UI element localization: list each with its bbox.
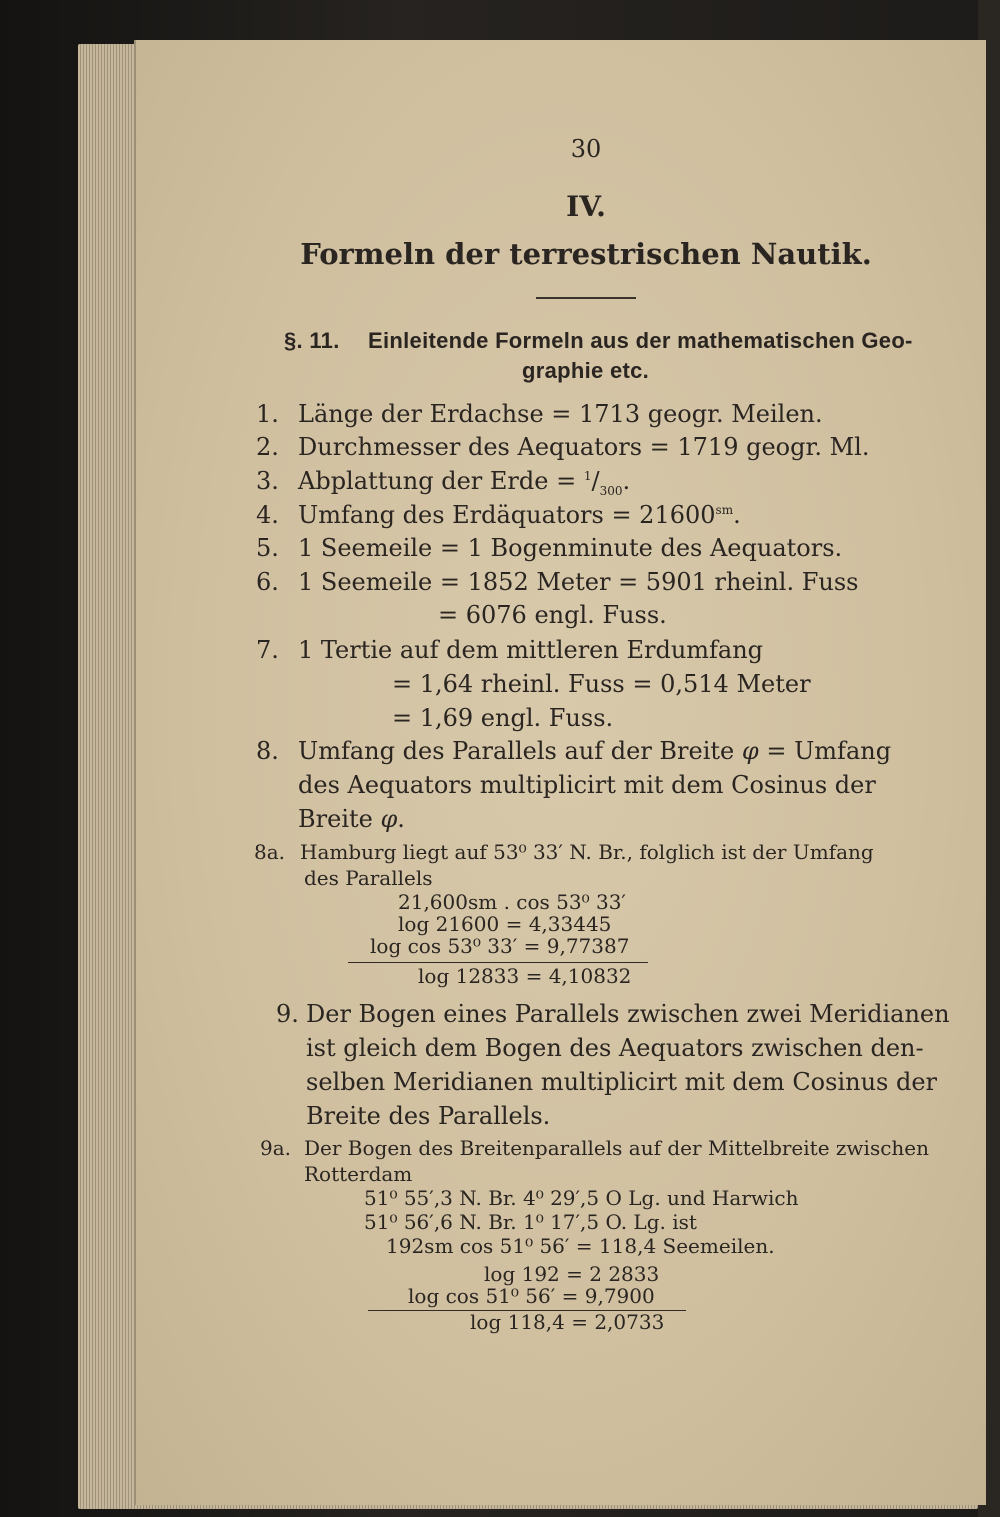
- item-number: 8.: [256, 737, 279, 765]
- item-text-end: .: [733, 501, 741, 529]
- item-text-continuation: [298, 805, 405, 833]
- coordinate-row: 51⁰ 55′,3 N. Br. 4⁰ 29′,5 O Lg. und Harwich: [364, 1186, 799, 1210]
- phi-symbol: φ: [741, 737, 759, 765]
- calculation-line: log cos 51⁰ 56′ = 9,7900: [408, 1284, 655, 1308]
- item-text-continuation: Rotterdam: [304, 1162, 413, 1186]
- coordinate-row: 51⁰ 56′,6 N. Br. 1⁰ 17′,5 O. Lg. ist: [364, 1210, 697, 1234]
- item-text: Hamburg liegt auf 53⁰ 33′ N. Br., folglich ist der Umfang: [300, 840, 874, 864]
- item-number: 5.: [256, 534, 279, 562]
- sum-rule: [348, 962, 648, 963]
- calculation-result: log 118,4 = 2,0733: [470, 1310, 665, 1334]
- item-text: Durchmesser des Aequators = 1719 geogr. Ml.: [298, 433, 870, 461]
- item-text-end: = Umfang: [758, 737, 892, 765]
- item-text-continuation: Breite des Parallels.: [306, 1102, 551, 1130]
- item-text-continuation: = 1,69 engl. Fuss.: [392, 704, 614, 732]
- item-number: 3.: [256, 467, 279, 495]
- calculation-result: log 12833 = 4,10832: [418, 964, 632, 988]
- item-number: 6.: [256, 568, 279, 596]
- item-text: [298, 501, 741, 529]
- item-text: [298, 737, 891, 765]
- calculation-line: 21,600sm . cos 53⁰ 33′: [398, 890, 626, 914]
- section-heading-line1: Einleitende Formeln aus der mathematischen Geo-: [368, 328, 913, 353]
- item-text: 1 Seemeile = 1 Bogenminute des Aequators.: [298, 534, 843, 562]
- book-page: [134, 40, 986, 1505]
- item-text-continuation: selben Meridianen multiplicirt mit dem Cosinus der: [306, 1068, 938, 1096]
- item-text: 1 Tertie auf dem mittleren Erdumfang: [298, 636, 764, 664]
- calculation-line: 192sm cos 51⁰ 56′ = 118,4 Seemeilen.: [386, 1234, 775, 1258]
- calculation-line: log cos 53⁰ 33′ = 9,77387: [370, 934, 630, 958]
- item-text: Länge der Erdachse = 1713 geogr. Meilen.: [298, 400, 823, 428]
- phi-symbol: φ: [380, 805, 398, 833]
- item-text-main: Abplattung der Erde =: [298, 467, 584, 495]
- item-text-continuation: des Aequators multiplicirt mit dem Cosinus der: [298, 771, 876, 799]
- section-sign: §. 11.: [284, 328, 340, 353]
- item-text-end: .: [622, 467, 631, 495]
- page-number: 30: [570, 135, 602, 163]
- section-heading-line2: graphie etc.: [522, 358, 650, 383]
- item-number: 8a.: [254, 840, 286, 864]
- item-number: 7.: [256, 636, 279, 664]
- fraction-denominator: 300: [599, 483, 623, 498]
- item-text-continuation: ist gleich dem Bogen des Aequators zwischen den-: [306, 1034, 924, 1062]
- item-number: 9.: [276, 1000, 299, 1028]
- item-number: 9a.: [260, 1136, 292, 1160]
- calculation-line: log 21600 = 4,33445: [398, 912, 612, 936]
- chapter-heading: IV.: [566, 190, 606, 223]
- item-text-main: Umfang des Parallels auf der Breite: [298, 737, 742, 765]
- unit-superscript: sm: [715, 503, 734, 517]
- item-text-main: Breite: [298, 805, 381, 833]
- calculation-line: log 192 = 2 2833: [484, 1262, 660, 1286]
- item-number: 4.: [256, 501, 279, 529]
- page-title: Formeln der terrestrischen Nautik.: [300, 237, 872, 271]
- item-text: 1 Seemeile = 1852 Meter = 5901 rheinl. Fuss: [298, 568, 859, 596]
- item-text-main: Umfang des Erdäquators = 21600: [298, 501, 716, 529]
- item-text-continuation: = 1,64 rheinl. Fuss = 0,514 Meter: [392, 670, 811, 698]
- item-text: Abplattung der Erde = $^1/_{300}$.: [298, 467, 631, 498]
- item-number: 1.: [256, 400, 279, 428]
- item-text: Der Bogen des Breitenparallels auf der Mittelbreite zwischen: [304, 1136, 930, 1160]
- item-text-end: .: [397, 805, 405, 833]
- fraction-numerator: 1: [583, 469, 592, 483]
- title-rule: [536, 297, 636, 299]
- item-text: Der Bogen eines Parallels zwischen zwei Meridianen: [306, 1000, 950, 1028]
- item-text-continuation: des Parallels: [304, 866, 433, 890]
- item-number: 2.: [256, 433, 279, 461]
- item-text-continuation: = 6076 engl. Fuss.: [438, 601, 667, 629]
